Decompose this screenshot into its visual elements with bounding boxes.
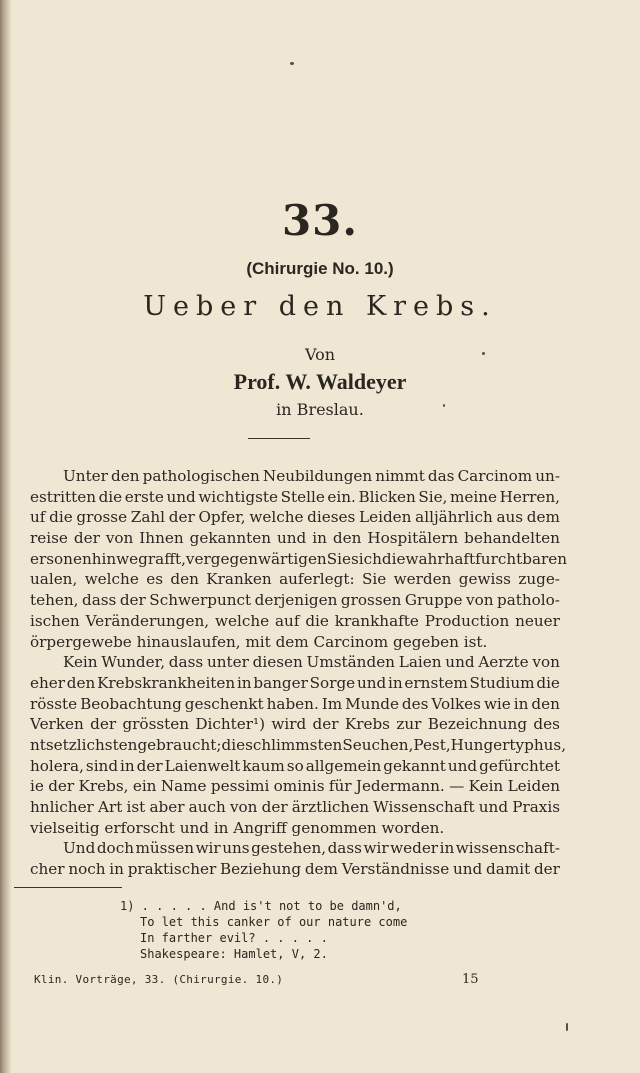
text-line: estritten die erste und wichtigste Stelle ein. Blicken Sie, meine Herren, [30, 487, 560, 506]
ink-speck [482, 352, 485, 355]
footnote-line: 1) . . . . . And is't not to be damn'd, [120, 899, 402, 913]
text-line: cher noch in praktischer Beziehung dem Verständnisse und damit der [30, 860, 560, 879]
ink-speck [566, 1023, 568, 1031]
by-label: Von [304, 345, 336, 364]
ink-speck [290, 62, 294, 65]
text-line: reise der von Ihnen gekannten und in den Hospitälern behandelten [30, 529, 560, 548]
footnote-divider [14, 887, 122, 888]
ink-speck [443, 404, 445, 407]
text-line: hnlicher Art ist aber auch von der ärztlichen Wissenschaft und Praxis [30, 798, 560, 816]
author-place: in Breslau. [276, 400, 364, 419]
title-divider [248, 438, 310, 439]
text-line: ischen Veränderungen, welche auf die krankhafte Production neuer [30, 611, 560, 630]
text-line: Kein Wunder, dass unter diesen Umständen Laien und Aerzte von [63, 653, 560, 672]
text-line: tehen, dass der Schwerpunct derjenigen grossen Gruppe von patholo- [30, 591, 560, 610]
text-line: vielseitig erforscht und in Angriff genommen worden. [30, 818, 445, 837]
text-line: uf die grosse Zahl der Opfer, welche dieses Leiden alljährlich aus dem [30, 508, 560, 527]
text-line: ersonen hinwegrafft, vergegenwärtigen Sie sich die wahrhaft furchtbaren [30, 549, 568, 568]
text-line: örpergewebe hinauslaufen, mit dem Carcinom gegeben ist. [30, 632, 488, 651]
footnote-line: To let this canker of our nature come [140, 915, 408, 929]
text-line: ntsetzlichsten gebraucht; die schlimmsten Seuchen, Pest, Hungertyphus, [30, 735, 567, 754]
running-footer: Klin. Vorträge, 33. (Chirurgie. 10.) [34, 973, 284, 986]
series-label: (Chirurgie No. 10.) [246, 259, 394, 278]
text-line: Verken der grössten Dichter¹) wird der Krebs zur Bezeichnung des [30, 715, 560, 734]
text-line: ualen, welche es den Kranken auferlegt: Sie werden gewiss zuge- [30, 570, 560, 589]
body-text [30, 466, 568, 880]
page-title: Ueber den Krebs. [143, 291, 497, 322]
text-line: Und doch müssen wir uns gestehen, dass wir weder in wissenschaft- [63, 839, 560, 858]
text-line: ie der Krebs, ein Name pessimi ominis für Jedermann. — Kein Leiden [30, 777, 560, 796]
footnote-line: In farther evil? . . . . . [140, 931, 328, 945]
page-signature: 15 [462, 972, 479, 987]
footnote [120, 898, 407, 962]
text-line: eher den Krebskrankheiten in banger Sorge und in ernstem Studium die [30, 673, 560, 692]
text-line: holera, sind in der Laienwelt kaum so allgemein gekannt und gefürchtet [30, 756, 560, 775]
page-binding-edge [0, 0, 12, 1073]
text-line: rösste Beobachtung geschenkt haben. Im Munde des Volkes wie in den [30, 694, 560, 713]
lecture-number: 33. [281, 196, 359, 245]
author-name: Prof. W. Waldeyer [233, 369, 407, 394]
text-line: Unter den pathologischen Neubildungen nimmt das Carcinom un- [63, 467, 560, 485]
footnote-line: Shakespeare: Hamlet, V, 2. [140, 947, 328, 961]
